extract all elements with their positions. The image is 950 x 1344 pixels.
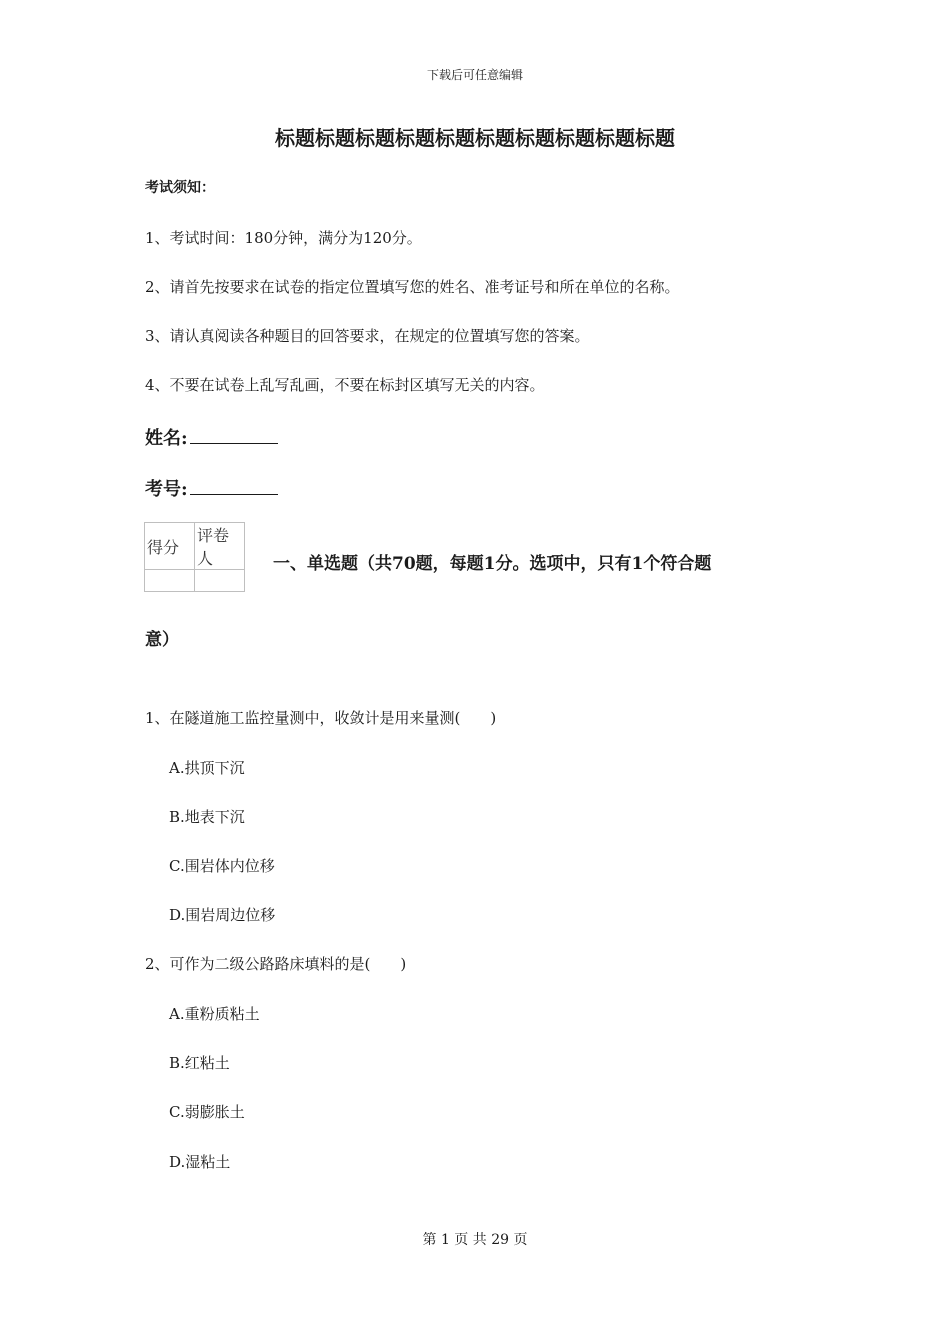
grader-header: 评卷人 [195, 523, 245, 570]
answer-option: B.地表下沉 [169, 808, 245, 826]
score-cell[interactable] [145, 570, 195, 592]
document-title: 标题标题标题标题标题标题标题标题标题标题 [275, 126, 675, 150]
answer-option: D.围岩周边位移 [169, 906, 276, 924]
answer-option: C.弱膨胀土 [169, 1103, 245, 1121]
grader-cell[interactable] [195, 570, 245, 592]
name-label: 姓名: [145, 428, 188, 449]
page-header: 下载后可任意编辑 [426, 68, 523, 82]
score-table [144, 522, 245, 592]
notice-heading: 考试须知： [145, 180, 215, 196]
question-stem: 1、在隧道施工监控量测中，收敛计是用来量测( ) [145, 709, 497, 727]
exam-id-label: 考号: [145, 479, 188, 500]
name-field [145, 424, 278, 450]
question-stem: 2、可作为二级公路路床填料的是( ) [145, 955, 407, 973]
notice-item: 2、请首先按要求在试卷的指定位置填写您的姓名、准考证号和所在单位的名称。 [145, 278, 680, 296]
exam-id-blank[interactable] [190, 476, 278, 495]
answer-option: A.重粉质粘土 [169, 1005, 260, 1023]
answer-option: A.拱顶下沉 [169, 759, 245, 777]
section-title-continued: 意） [145, 630, 179, 650]
answer-option: B.红粘土 [169, 1054, 230, 1072]
exam-id-field [145, 475, 278, 501]
notice-item: 3、请认真阅读各种题目的回答要求，在规定的位置填写您的答案。 [145, 327, 590, 345]
answer-option: D.湿粘土 [169, 1153, 231, 1171]
score-header: 得分 [145, 523, 195, 570]
answer-option: C.围岩体内位移 [169, 857, 275, 875]
section-title: 一、单选题（共70题，每题1分。选项中，只有1个符合题 [273, 554, 712, 574]
page-footer: 第 1 页 共 29 页 [422, 1232, 528, 1248]
name-blank[interactable] [190, 425, 278, 444]
notice-item: 1、考试时间：180分钟，满分为120分。 [145, 229, 422, 247]
notice-item: 4、不要在试卷上乱写乱画，不要在标封区填写无关的内容。 [145, 376, 545, 394]
